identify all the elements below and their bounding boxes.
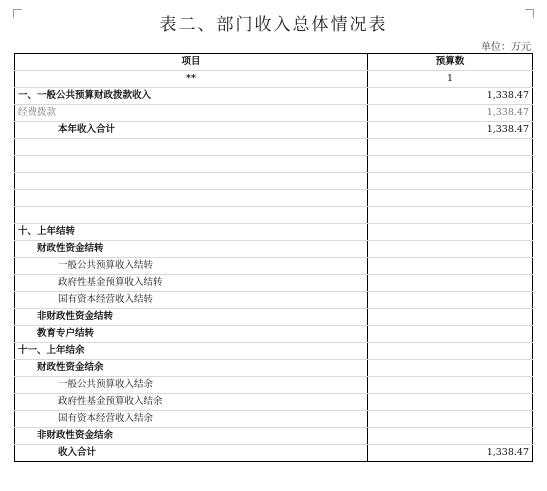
row-label: 收入合计 [15,445,368,462]
code-row [15,71,533,88]
row-value [368,309,533,326]
table-row [15,224,533,241]
table-row [15,428,533,445]
row-label: 十、上年结转 [15,224,368,241]
row-label: 非财政性资金结转 [15,309,368,326]
row-value [368,411,533,428]
table-row [15,156,533,173]
table-header-row [15,54,533,71]
row-label: 一、一般公共预算财政拨款收入 [15,88,368,105]
row-value [368,343,533,360]
header-item: 项目 [15,54,368,71]
row-label: 政府性基金预算收入结余 [15,394,368,411]
row-label: 一般公共预算收入结余 [15,377,368,394]
table-row [15,394,533,411]
table-row [15,326,533,343]
income-summary-table [14,53,533,462]
table-row [15,360,533,377]
table-body [15,71,533,462]
row-label: 一般公共预算收入结转 [15,258,368,275]
row-label [15,190,368,207]
row-label: 财政性资金结余 [15,360,368,377]
table-row [15,122,533,139]
row-value [368,360,533,377]
row-value [368,377,533,394]
header-amount: 预算数 [368,54,533,71]
row-label: 国有资本经营收入结转 [15,292,368,309]
table-row [15,139,533,156]
row-value [368,139,533,156]
table-row [15,88,533,105]
table-row [15,207,533,224]
row-label: 十一、上年结余 [15,343,368,360]
table-row [15,292,533,309]
row-value [368,173,533,190]
row-label [15,207,368,224]
row-label: 非财政性资金结余 [15,428,368,445]
table-row [15,445,533,462]
row-value [368,241,533,258]
table-row [15,411,533,428]
row-label: 教育专户结转 [15,326,368,343]
table-row [15,190,533,207]
code-amount: 1 [368,71,533,88]
row-value [368,275,533,292]
row-label [15,139,368,156]
row-label: 政府性基金预算收入结转 [15,275,368,292]
row-value [368,292,533,309]
row-label: 经费拨款 [15,105,368,122]
row-value: 1,338.47 [368,445,533,462]
row-value: 1,338.47 [368,105,533,122]
row-value: 1,338.47 [368,122,533,139]
row-value [368,428,533,445]
row-value: 1,338.47 [368,88,533,105]
page-title: 表二、部门收入总体情况表 [159,15,388,35]
row-value [368,326,533,343]
row-label: 国有资本经营收入结余 [15,411,368,428]
row-value [368,156,533,173]
row-value [368,207,533,224]
table-row [15,241,533,258]
row-label: 本年收入合计 [15,122,368,139]
table-row [15,343,533,360]
table-row [15,275,533,292]
table-row [15,258,533,275]
row-value [368,190,533,207]
row-label [15,173,368,190]
table-row [15,309,533,326]
row-value [368,224,533,241]
row-value [368,394,533,411]
row-label [15,156,368,173]
table-row [15,105,533,122]
unit-label: 单位：万元 [481,42,531,53]
row-label: 财政性资金结转 [15,241,368,258]
table-row [15,377,533,394]
code-item: ** [15,71,368,88]
table-row [15,173,533,190]
row-value [368,258,533,275]
